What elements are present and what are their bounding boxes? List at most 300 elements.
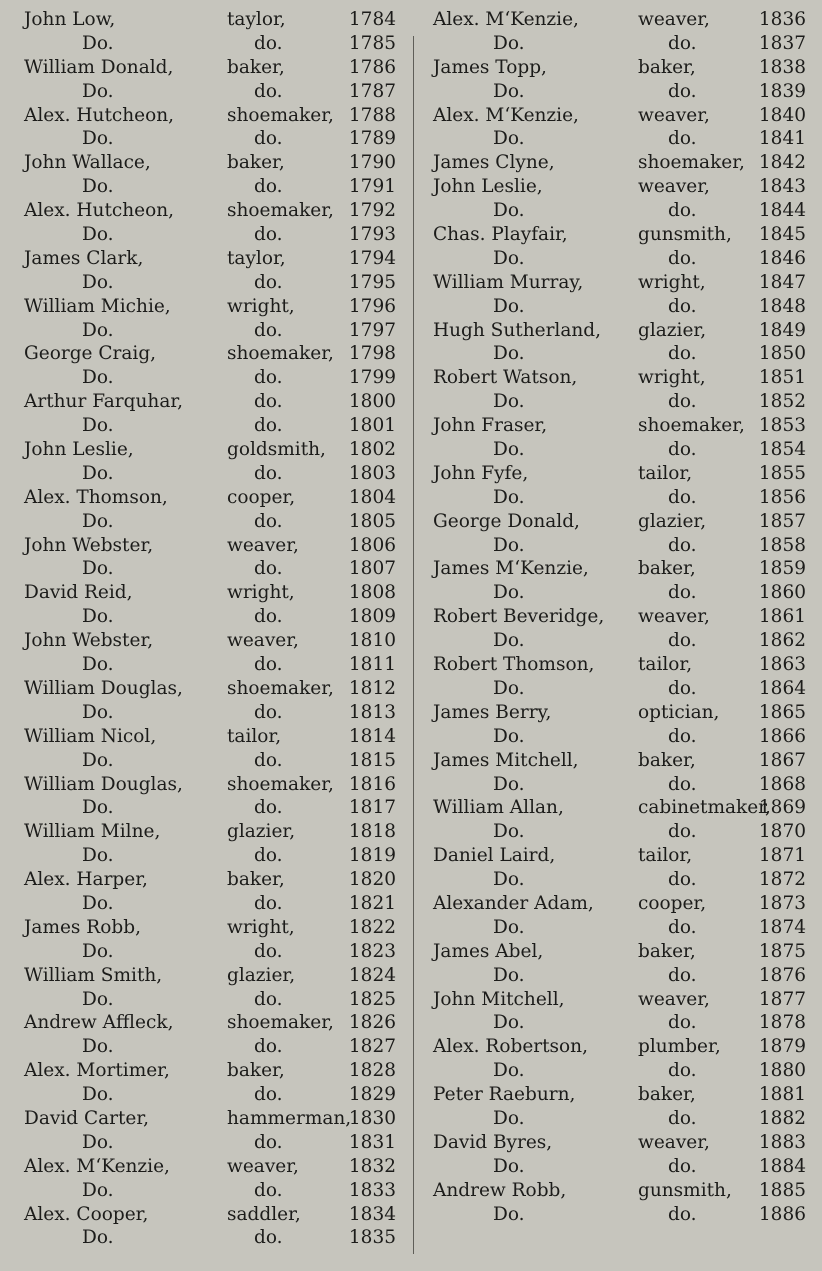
entry-year: 1819 <box>348 845 396 867</box>
list-item <box>0 438 410 462</box>
entry-year: 1785 <box>348 32 396 54</box>
entry-name: Do. <box>493 486 525 508</box>
entry-name: William Nicol, <box>24 725 157 747</box>
list-item <box>424 796 822 820</box>
entry-year: 1830 <box>348 1107 396 1129</box>
list-item <box>424 127 822 151</box>
list-item <box>0 725 410 749</box>
entry-trade: baker, <box>638 940 696 962</box>
entry-name: Do. <box>82 415 114 437</box>
entry-year: 1884 <box>758 1155 806 1177</box>
entry-year: 1792 <box>348 200 396 222</box>
entry-name: James M‘Kenzie, <box>433 558 589 580</box>
list-item <box>424 844 822 868</box>
entry-name: Arthur Farquhar, <box>24 391 184 413</box>
entry-name: Andrew Robb, <box>433 1179 567 1201</box>
entry-name: Do. <box>493 773 525 795</box>
entry-trade: do. <box>254 32 283 54</box>
list-item <box>0 1083 410 1107</box>
entry-name: Alex. M‘Kenzie, <box>433 9 579 30</box>
entry-year: 1831 <box>348 1131 396 1153</box>
entry-year: 1851 <box>758 367 806 389</box>
entry-name: James Clark, <box>24 247 144 269</box>
entry-year: 1854 <box>758 439 806 461</box>
entry-name: Do. <box>82 367 114 389</box>
entry-trade: shoemaker, <box>638 152 745 174</box>
entry-name: James Clyne, <box>433 152 555 174</box>
entry-name: Do. <box>82 606 114 628</box>
entry-year: 1882 <box>758 1107 806 1129</box>
entry-trade: do. <box>254 892 283 914</box>
list-item <box>424 32 822 56</box>
entry-year: 1835 <box>348 1227 396 1249</box>
entry-trade: do. <box>668 80 697 102</box>
entry-year: 1855 <box>758 462 806 484</box>
entry-trade: do. <box>254 845 283 867</box>
list-item <box>0 1179 410 1203</box>
list-item <box>0 581 410 605</box>
entry-year: 1832 <box>348 1155 396 1177</box>
list-item <box>0 1035 410 1059</box>
entry-trade: optician, <box>638 701 720 723</box>
entry-year: 1870 <box>758 821 806 843</box>
entry-trade: do. <box>668 916 697 938</box>
entry-year: 1852 <box>758 391 806 413</box>
entry-trade: do. <box>668 725 697 747</box>
entry-year: 1822 <box>348 916 396 938</box>
entry-year: 1817 <box>348 797 396 819</box>
entry-name: Do. <box>493 1155 525 1177</box>
entry-trade: do. <box>668 439 697 461</box>
entry-year: 1818 <box>348 821 396 843</box>
list-item <box>424 605 822 629</box>
entry-name: James Topp, <box>433 56 547 78</box>
entry-year: 1798 <box>348 343 396 365</box>
entry-year: 1824 <box>348 964 396 986</box>
entry-trade: do. <box>254 558 283 580</box>
list-item <box>0 366 410 390</box>
list-item <box>0 796 410 820</box>
right-column <box>424 8 822 1226</box>
entry-trade: hammerman, <box>227 1107 352 1129</box>
entry-name: Alex. Mortimer, <box>24 1060 170 1082</box>
entry-name: Do. <box>82 128 114 150</box>
entry-year: 1786 <box>348 56 396 78</box>
entry-trade: do. <box>668 534 697 556</box>
entry-trade: do. <box>254 415 283 437</box>
list-item <box>424 868 822 892</box>
list-item <box>0 127 410 151</box>
entry-year: 1840 <box>758 104 806 126</box>
entry-name: Do. <box>493 343 525 365</box>
entry-trade: do. <box>668 630 697 652</box>
entry-trade: goldsmith, <box>227 439 326 461</box>
entry-name: Do. <box>493 582 525 604</box>
list-item <box>0 964 410 988</box>
list-item <box>424 820 822 844</box>
list-item <box>424 199 822 223</box>
entry-year: 1813 <box>348 701 396 723</box>
entry-name: Alex. Robertson, <box>433 1036 588 1058</box>
list-item <box>0 342 410 366</box>
entry-year: 1881 <box>758 1084 806 1106</box>
entry-year: 1793 <box>348 224 396 246</box>
entry-trade: baker, <box>638 558 696 580</box>
entry-name: Alex. Hutcheon, <box>24 200 175 222</box>
entry-year: 1886 <box>758 1203 806 1225</box>
entry-name: Do. <box>82 510 114 532</box>
entry-trade: cooper, <box>227 486 296 508</box>
entry-name: John Webster, <box>24 630 154 652</box>
entry-year: 1863 <box>758 654 806 676</box>
list-item <box>424 916 822 940</box>
entry-name: Do. <box>82 224 114 246</box>
entry-name: Do. <box>493 725 525 747</box>
entry-name: James Abel, <box>433 940 544 962</box>
entry-name: Robert Beveridge, <box>433 606 605 628</box>
entry-year: 1826 <box>348 1012 396 1034</box>
list-item <box>0 868 410 892</box>
list-item <box>424 295 822 319</box>
entry-trade: baker, <box>227 1060 285 1082</box>
entry-name: Do. <box>82 845 114 867</box>
entry-year: 1834 <box>348 1203 396 1225</box>
entry-name: Do. <box>82 749 114 771</box>
entry-name: Do. <box>82 1227 114 1249</box>
list-item <box>0 749 410 773</box>
entry-year: 1804 <box>348 486 396 508</box>
entry-trade: shoemaker, <box>638 415 745 437</box>
entry-trade: shoemaker, <box>227 677 334 699</box>
entry-name: Do. <box>493 916 525 938</box>
entry-year: 1799 <box>348 367 396 389</box>
list-item <box>0 773 410 797</box>
entry-name: Do. <box>493 821 525 843</box>
entry-trade: do. <box>668 486 697 508</box>
entry-year: 1810 <box>348 630 396 652</box>
entry-trade: weaver, <box>227 1155 299 1177</box>
entry-trade: weaver, <box>638 988 710 1010</box>
list-item <box>0 390 410 414</box>
entry-trade: do. <box>254 1036 283 1058</box>
entry-trade: do. <box>254 1179 283 1201</box>
entry-trade: glazier, <box>227 821 296 843</box>
entry-year: 1846 <box>758 247 806 269</box>
entry-name: William Donald, <box>24 56 174 78</box>
entry-year: 1833 <box>348 1179 396 1201</box>
list-item <box>424 534 822 558</box>
entry-year: 1856 <box>758 486 806 508</box>
entry-trade: glazier, <box>638 510 707 532</box>
list-item <box>424 56 822 80</box>
entry-trade: weaver, <box>638 176 710 198</box>
list-item <box>424 725 822 749</box>
entry-name: Do. <box>493 677 525 699</box>
entry-name: George Donald, <box>433 510 580 532</box>
list-item <box>424 1083 822 1107</box>
entry-year: 1875 <box>758 940 806 962</box>
entry-year: 1864 <box>758 677 806 699</box>
list-item <box>0 104 410 128</box>
entry-year: 1869 <box>758 797 806 819</box>
entry-name: Do. <box>493 439 525 461</box>
entry-name: David Carter, <box>24 1107 150 1129</box>
list-item <box>0 1155 410 1179</box>
entry-trade: glazier, <box>227 964 296 986</box>
entry-trade: wright, <box>227 295 295 317</box>
entry-trade: do. <box>668 200 697 222</box>
list-item <box>0 844 410 868</box>
entry-trade: do. <box>254 749 283 771</box>
entry-trade: shoemaker, <box>227 1012 334 1034</box>
entry-year: 1860 <box>758 582 806 604</box>
entry-year: 1838 <box>758 56 806 78</box>
entry-year: 1784 <box>348 9 396 30</box>
entry-trade: do. <box>668 1012 697 1034</box>
entry-trade: wright, <box>227 582 295 604</box>
list-item <box>424 1107 822 1131</box>
entry-name: Alexander Adam, <box>433 892 594 914</box>
entry-name: Hugh Sutherland, <box>433 319 601 341</box>
entry-name: John Wallace, <box>24 152 151 174</box>
entry-name: John Fyfe, <box>433 462 529 484</box>
list-item <box>424 390 822 414</box>
entry-year: 1844 <box>758 200 806 222</box>
entry-trade: do. <box>668 295 697 317</box>
entry-trade: do. <box>254 224 283 246</box>
entry-name: Do. <box>82 319 114 341</box>
entry-name: Do. <box>493 200 525 222</box>
entry-trade: weaver, <box>227 534 299 556</box>
entry-name: James Mitchell, <box>433 749 579 771</box>
entry-trade: do. <box>254 701 283 723</box>
entry-year: 1862 <box>758 630 806 652</box>
entry-year: 1861 <box>758 606 806 628</box>
entry-trade: do. <box>254 988 283 1010</box>
entry-trade: cooper, <box>638 892 707 914</box>
entry-year: 1847 <box>758 271 806 293</box>
list-item <box>0 1226 410 1250</box>
list-item <box>424 414 822 438</box>
list-item <box>0 557 410 581</box>
entry-trade: do. <box>668 869 697 891</box>
list-item <box>0 653 410 677</box>
list-item <box>0 510 410 534</box>
list-item <box>0 151 410 175</box>
list-item <box>0 534 410 558</box>
entry-trade: do. <box>254 1227 283 1249</box>
entry-year: 1802 <box>348 439 396 461</box>
list-item <box>0 80 410 104</box>
entry-name: Robert Thomson, <box>433 654 595 676</box>
entry-name: Do. <box>493 32 525 54</box>
entry-name: Do. <box>82 654 114 676</box>
entry-name: Alex. Cooper, <box>24 1203 149 1225</box>
entry-trade: tailor, <box>638 654 693 676</box>
entry-name: Do. <box>82 797 114 819</box>
entry-trade: gunsmith, <box>638 1179 732 1201</box>
entry-year: 1839 <box>758 80 806 102</box>
entry-trade: do. <box>254 510 283 532</box>
entry-name: Daniel Laird, <box>433 845 556 867</box>
entry-name: Do. <box>82 940 114 962</box>
entry-year: 1850 <box>758 343 806 365</box>
list-item <box>424 486 822 510</box>
entry-trade: weaver, <box>638 9 710 30</box>
entry-trade: do. <box>254 319 283 341</box>
entry-name: Peter Raeburn, <box>433 1084 576 1106</box>
entry-year: 1841 <box>758 128 806 150</box>
entry-name: Do. <box>82 1084 114 1106</box>
list-item <box>0 916 410 940</box>
entry-year: 1807 <box>348 558 396 580</box>
entry-year: 1877 <box>758 988 806 1010</box>
entry-name: William Douglas, <box>24 677 183 699</box>
entry-trade: weaver, <box>227 630 299 652</box>
entry-year: 1873 <box>758 892 806 914</box>
entry-name: Robert Watson, <box>433 367 578 389</box>
list-item <box>0 199 410 223</box>
entry-year: 1879 <box>758 1036 806 1058</box>
entry-name: Do. <box>82 988 114 1010</box>
entry-trade: plumber, <box>638 1036 721 1058</box>
entry-name: William Milne, <box>24 821 161 843</box>
entry-year: 1787 <box>348 80 396 102</box>
entry-trade: do. <box>668 1107 697 1129</box>
entry-year: 1805 <box>348 510 396 532</box>
entry-year: 1800 <box>348 391 396 413</box>
entry-trade: do. <box>668 1203 697 1225</box>
entry-name: George Craig, <box>24 343 157 365</box>
list-item <box>0 1203 410 1227</box>
entry-trade: tailor, <box>638 845 693 867</box>
entry-name: James Berry, <box>433 701 552 723</box>
entry-name: Do. <box>82 701 114 723</box>
entry-year: 1795 <box>348 271 396 293</box>
entry-trade: do. <box>254 606 283 628</box>
list-item <box>0 629 410 653</box>
list-item <box>0 605 410 629</box>
list-item <box>424 940 822 964</box>
list-item <box>424 1059 822 1083</box>
entry-year: 1866 <box>758 725 806 747</box>
list-item <box>0 1059 410 1083</box>
list-item <box>424 8 822 32</box>
entry-trade: glazier, <box>638 319 707 341</box>
entry-year: 1853 <box>758 415 806 437</box>
entry-trade: gunsmith, <box>638 224 732 246</box>
entry-trade: shoemaker, <box>227 773 334 795</box>
list-item <box>424 438 822 462</box>
entry-name: Do. <box>82 176 114 198</box>
entry-name: David Byres, <box>433 1131 553 1153</box>
entry-name: William Smith, <box>24 964 163 986</box>
list-item <box>0 701 410 725</box>
list-item <box>424 342 822 366</box>
entry-trade: do. <box>668 391 697 413</box>
entry-year: 1803 <box>348 462 396 484</box>
entry-name: Do. <box>493 80 525 102</box>
list-item <box>424 1203 822 1227</box>
entry-name: Do. <box>82 1131 114 1153</box>
list-item <box>0 56 410 80</box>
list-item <box>0 247 410 271</box>
entry-year: 1842 <box>758 152 806 174</box>
entry-year: 1876 <box>758 964 806 986</box>
entry-name: John Low, <box>24 9 116 30</box>
entry-name: Do. <box>493 1107 525 1129</box>
entry-trade: do. <box>254 80 283 102</box>
entry-year: 1825 <box>348 988 396 1010</box>
entry-year: 1857 <box>758 510 806 532</box>
entry-year: 1811 <box>348 654 396 676</box>
entry-name: Alex. Harper, <box>24 869 148 891</box>
entry-name: Alex. M‘Kenzie, <box>24 1155 170 1177</box>
list-item <box>424 677 822 701</box>
list-item <box>0 940 410 964</box>
entry-year: 1812 <box>348 677 396 699</box>
list-item <box>0 319 410 343</box>
entry-year: 1872 <box>758 869 806 891</box>
entry-year: 1788 <box>348 104 396 126</box>
list-item <box>424 247 822 271</box>
entry-year: 1794 <box>348 247 396 269</box>
list-item <box>424 773 822 797</box>
list-item <box>424 892 822 916</box>
entry-year: 1827 <box>348 1036 396 1058</box>
entry-year: 1801 <box>348 415 396 437</box>
entry-trade: cabinetmaker, <box>638 797 771 819</box>
list-item <box>424 1179 822 1203</box>
list-item <box>424 629 822 653</box>
entry-trade: baker, <box>227 56 285 78</box>
list-item <box>424 271 822 295</box>
list-item <box>424 964 822 988</box>
entry-year: 1789 <box>348 128 396 150</box>
entry-trade: do. <box>254 1084 283 1106</box>
entry-trade: baker, <box>638 749 696 771</box>
entry-trade: do. <box>254 128 283 150</box>
entry-name: John Webster, <box>24 534 154 556</box>
entry-year: 1880 <box>758 1060 806 1082</box>
entry-trade: do. <box>668 821 697 843</box>
entry-trade: do. <box>668 582 697 604</box>
entry-name: William Michie, <box>24 295 171 317</box>
list-item <box>0 175 410 199</box>
entry-year: 1829 <box>348 1084 396 1106</box>
list-item <box>424 319 822 343</box>
entry-year: 1797 <box>348 319 396 341</box>
entry-name: Do. <box>493 391 525 413</box>
entry-trade: do. <box>668 1060 697 1082</box>
entry-year: 1816 <box>348 773 396 795</box>
entry-name: Do. <box>493 630 525 652</box>
entry-trade: weaver, <box>638 606 710 628</box>
entry-trade: baker, <box>227 869 285 891</box>
list-item <box>424 988 822 1012</box>
entry-year: 1806 <box>348 534 396 556</box>
entry-name: Do. <box>82 1179 114 1201</box>
list-item <box>0 462 410 486</box>
list-item <box>424 462 822 486</box>
entry-name: Do. <box>493 128 525 150</box>
entry-name: Do. <box>493 869 525 891</box>
entry-trade: do. <box>668 677 697 699</box>
entry-year: 1828 <box>348 1060 396 1082</box>
list-item <box>424 223 822 247</box>
entry-year: 1836 <box>758 9 806 30</box>
entry-year: 1820 <box>348 869 396 891</box>
